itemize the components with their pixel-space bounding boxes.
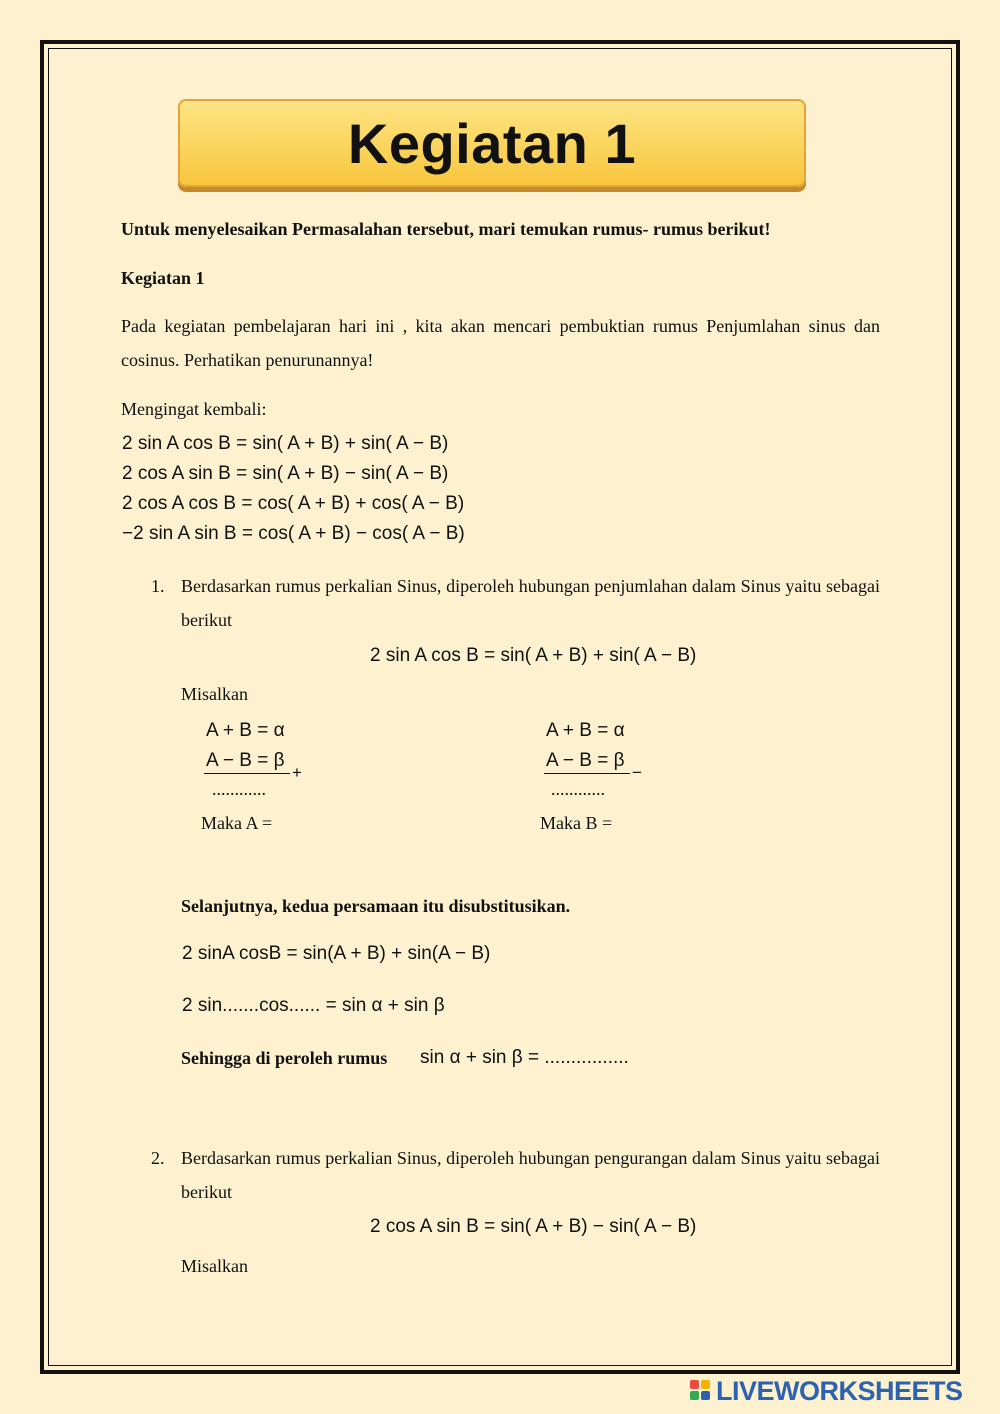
minus-sign: − (632, 763, 642, 782)
title-banner (178, 99, 806, 187)
item-2-misalkan: Misalkan (181, 1256, 248, 1276)
item-1-number: 1. (151, 576, 165, 596)
next-step-text: Selanjutnya, kedua persamaan itu disubstitusikan. (181, 896, 571, 916)
item-2-text: Berdasarkan rumus perkalian Sinus, diperoleh hubungan pengurangan dalam Sinus yaitu sebagai berikut (181, 1148, 880, 1202)
recall-formula-3: 2 cos A cos B = cos( A + B) + cos( A − B) (122, 493, 465, 514)
left-blank: ............ (212, 779, 266, 799)
right-eq-1: A + B = α (546, 720, 625, 741)
subheading: Kegiatan 1 (121, 268, 205, 288)
intro-paragraph: Pada kegiatan pembelajaran hari ini , kita akan mencari pembuktian rumus Penjumlahan sinus dan cosinus. Perhatikan penurunannya! (121, 316, 880, 370)
plus-sign: + (292, 763, 302, 782)
item-1-text: Berdasarkan rumus perkalian Sinus, diperoleh hubungan penjumlahan dalam Sinus yaitu sebagai berikut (181, 576, 880, 630)
recall-formula-4: −2 sin A sin B = cos( A + B) − cos( A − B) (122, 523, 465, 544)
item-2-number: 2. (151, 1148, 165, 1168)
left-eq-2: A − B = β (206, 750, 285, 771)
right-blank: ............ (551, 779, 605, 799)
substitution-2: 2 sin.......cos...... = sin α + sin β (182, 995, 445, 1016)
left-sum-line (204, 773, 290, 774)
recall-label: Mengingat kembali: (121, 399, 267, 419)
right-diff-line (544, 773, 630, 774)
recall-formula-1: 2 sin A cos B = sin( A + B) + sin( A − B) (122, 433, 449, 454)
intro-text: Untuk menyelesaikan Permasalahan tersebut, mari temukan rumus- rumus berikut! (121, 219, 771, 239)
left-eq-1: A + B = α (206, 720, 285, 741)
left-result: Maka A = (201, 813, 273, 833)
right-eq-2: A − B = β (546, 750, 625, 771)
conclusion-label: Sehingga di peroleh rumus (181, 1048, 388, 1068)
page-title: Kegiatan 1 (347, 111, 637, 175)
item-1-formula: 2 sin A cos B = sin( A + B) + sin( A − B) (370, 645, 697, 666)
liveworksheets-watermark (690, 1376, 963, 1406)
item-1-misalkan: Misalkan (181, 684, 248, 704)
watermark-text: LIVEWORKSHEETS (716, 1375, 963, 1406)
liveworksheets-logo-icon (690, 1380, 712, 1402)
recall-formula-2: 2 cos A sin B = sin( A + B) − sin( A − B) (122, 463, 449, 484)
conclusion-formula: sin α + sin β = ................ (420, 1047, 629, 1068)
item-2-formula: 2 cos A sin B = sin( A + B) − sin( A − B) (370, 1216, 697, 1237)
right-result: Maka B = (540, 813, 613, 833)
substitution-1: 2 sinA cosB = sin(A + B) + sin(A − B) (182, 943, 491, 964)
